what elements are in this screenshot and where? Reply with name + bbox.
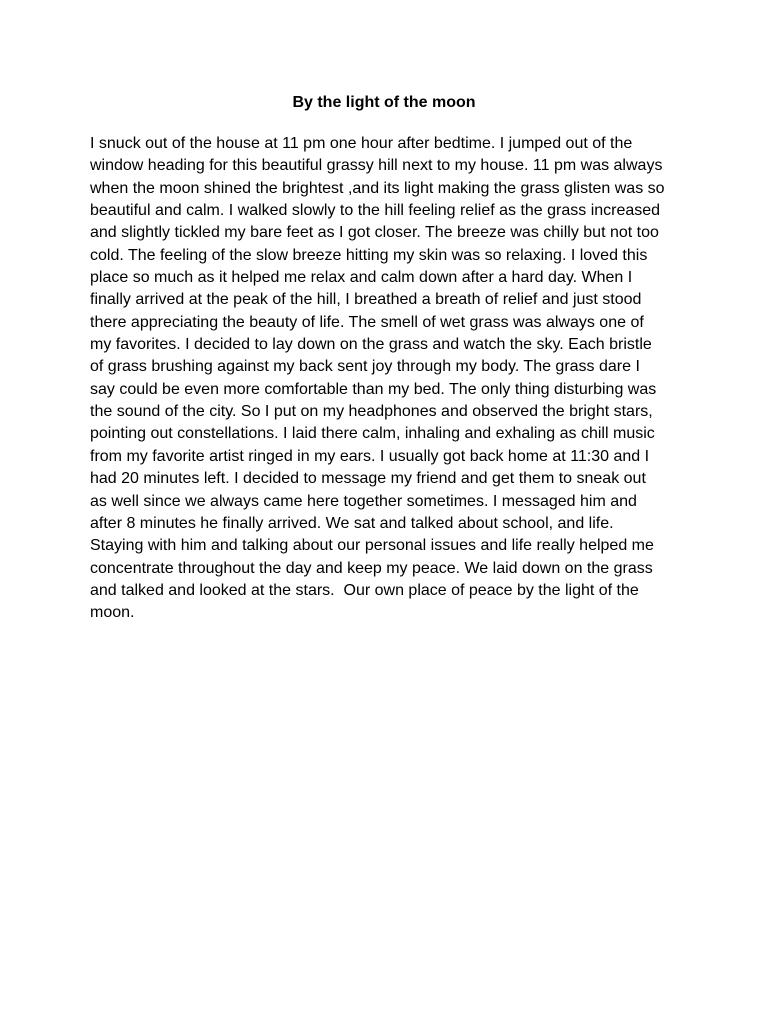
body-line: after 8 minutes he finally arrived. We sat and talked about school, and life. (90, 514, 614, 532)
body-line: say could be even more comfortable than my bed. The only thing disturbing was (90, 380, 657, 398)
body-line: of grass brushing against my back sent joy through my body. The grass dare I (90, 358, 640, 376)
body-line: window heading for this beautiful grassy hill next to my house. 11 pm was always (90, 157, 663, 175)
body-line: as well since we always came here together sometimes. I messaged him and (90, 492, 637, 510)
body-line: the sound of the city. So I put on my headphones and observed the bright stars, (90, 403, 653, 421)
body-line: when the moon shined the brightest ,and its light making the grass glisten was so (90, 179, 665, 197)
body-line: and talked and looked at the stars. Our own place of peace by the light of the (90, 581, 639, 599)
body-line: there appreciating the beauty of life. The smell of wet grass was always one of (90, 313, 644, 331)
body-line: pointing out constellations. I laid there calm, inhaling and exhaling as chill music (90, 425, 655, 443)
document-body (90, 133, 690, 625)
document-title: By the light of the moon (292, 94, 476, 111)
body-line: moon. (90, 604, 135, 622)
body-line: concentrate throughout the day and keep my peace. We laid down on the grass (90, 559, 653, 577)
body-line: I snuck out of the house at 11 pm one hour after bedtime. I jumped out of the (90, 135, 633, 152)
body-line: and slightly tickled my bare feet as I got closer. The breeze was chilly but not too (90, 224, 659, 242)
body-line: beautiful and calm. I walked slowly to the hill feeling relief as the grass increased (90, 202, 661, 220)
body-line: finally arrived at the peak of the hill, I breathed a breath of relief and just stood (90, 291, 642, 309)
body-line: had 20 minutes left. I decided to message my friend and get them to sneak out (90, 470, 646, 488)
body-line: Staying with him and talking about our personal issues and life really helped me (90, 537, 654, 555)
body-line: cold. The feeling of the slow breeze hitting my skin was so relaxing. I loved this (90, 246, 648, 264)
body-line: my favorites. I decided to lay down on the grass and watch the sky. Each bristle (90, 336, 652, 354)
body-line: from my favorite artist ringed in my ears. I usually got back home at 11:30 and I (90, 447, 650, 465)
body-line: place so much as it helped me relax and calm down after a hard day. When I (90, 269, 633, 287)
